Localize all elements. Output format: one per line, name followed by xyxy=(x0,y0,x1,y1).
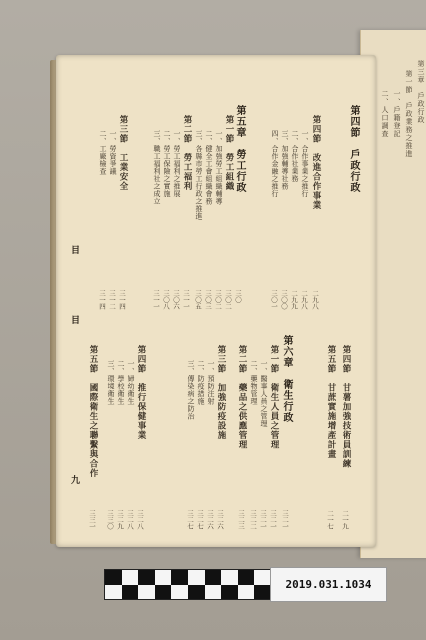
chapter-title: 第六章 衛生行政 xyxy=(281,335,292,423)
page-number: 三〇 xyxy=(234,290,242,303)
section-title: 第一節 衛生人員之管理 xyxy=(269,345,279,450)
toc-item: 三、傳染病之防治 xyxy=(187,360,195,420)
calibration-cell xyxy=(254,585,271,600)
page-number: 二九九 xyxy=(290,290,298,310)
page-number: 三二八 xyxy=(126,510,134,530)
lower-band xyxy=(56,315,376,535)
toc-item: 一、合作事業之推行 xyxy=(301,130,309,198)
section-title: 第四節 推行保健事業 xyxy=(136,345,146,440)
section-title: 第四節 改進合作事業 xyxy=(311,115,321,210)
calibration-cell xyxy=(155,570,172,585)
toc-item: 二、防疫措施 xyxy=(197,360,205,405)
calibration-cell xyxy=(122,570,139,585)
calibration-cell xyxy=(105,585,122,600)
page-number: 三〇五 xyxy=(194,290,202,310)
page-number: 三二六 xyxy=(216,510,224,530)
calibration-cell xyxy=(188,570,205,585)
calibration-row-top xyxy=(105,570,271,585)
section-title: 第五節 甘蔗實施增產計畫 xyxy=(326,345,336,459)
section-title: 第四節 甘薯加強技術員訓練 xyxy=(341,345,351,469)
toc-item: 一、醫事人員之管理 xyxy=(260,360,268,428)
calibration-cell xyxy=(238,585,255,600)
toc-item: 三、環境衛生 xyxy=(107,360,115,405)
page-number: 三二七 xyxy=(186,510,194,530)
toc-page xyxy=(56,55,376,547)
section-title: 第三節 工業安全 xyxy=(118,115,128,191)
toc-item: 一、婦幼衛生 xyxy=(127,360,135,405)
page-number: 二九八 xyxy=(300,290,308,310)
right-page-line: 二、人口調查 xyxy=(381,90,389,138)
right-page-line: 第三章 戶政行政 xyxy=(417,60,425,124)
page-number: 三一四 xyxy=(98,290,106,310)
page-number: 三一一 xyxy=(152,290,160,310)
page-number: 三二一 xyxy=(281,510,289,530)
page-number: 二一七 xyxy=(326,510,334,530)
page-number: 三三〇 xyxy=(106,510,114,530)
page-number: 三二一 xyxy=(259,510,267,530)
toc-item: 二、合作社業務 xyxy=(291,130,299,183)
section-title: 第五節 國際衛生之聯繫與合作 xyxy=(88,345,98,478)
accession-number-label: 2019.031.1034 xyxy=(270,567,387,602)
section-title: 第三節 加強防疫設施 xyxy=(216,345,226,440)
color-calibration-bar xyxy=(104,569,272,600)
toc-item: 二、學校衛生 xyxy=(117,360,125,405)
page-number: 三二三 xyxy=(237,510,245,530)
calibration-cell xyxy=(221,585,238,600)
calibration-cell xyxy=(205,570,222,585)
page-number: 三一一 xyxy=(182,290,190,310)
folio-label: 目 xyxy=(69,315,79,324)
calibration-cell xyxy=(171,585,188,600)
toc-item: 二、健全工會組織會務 xyxy=(205,130,213,205)
page-number: 三二八 xyxy=(136,510,144,530)
page-number: 三二一 xyxy=(269,510,277,530)
page-number: 三二二 xyxy=(249,510,257,530)
chapter-title: 第五章 勞工行政 xyxy=(234,105,245,193)
calibration-cell xyxy=(254,570,271,585)
calibration-cell xyxy=(171,570,188,585)
page-number: 二九八 xyxy=(311,290,319,310)
page-number: 三二九 xyxy=(116,510,124,530)
upper-band xyxy=(56,75,376,315)
page-number: 三〇三 xyxy=(204,290,212,310)
page-number: 三一二 xyxy=(108,290,116,310)
toc-item: 一、勞資爭議 xyxy=(109,130,117,175)
calibration-cell xyxy=(105,570,122,585)
right-page-line: 第一節 戶政業務之推進 xyxy=(405,70,413,158)
section-title: 第二節 藥品之供應管理 xyxy=(237,345,247,450)
toc-item: 三、加強輔導社務 xyxy=(281,130,289,190)
calibration-cell xyxy=(138,570,155,585)
toc-item: 四、合作金融之推行 xyxy=(271,130,279,198)
calibration-cell xyxy=(122,585,139,600)
calibration-cell xyxy=(155,585,172,600)
toc-item: 一、加強勞工組織輔導 xyxy=(215,130,223,205)
page-number: 三〇二 xyxy=(224,290,232,310)
toc-item: 三、各縣市勞工行政之推進 xyxy=(195,130,203,220)
chapter-title: 第四節 戶政行政 xyxy=(348,105,359,193)
toc-item: 一、勞工福利之推展 xyxy=(173,130,181,198)
page-number: 三三一 xyxy=(88,510,96,530)
page-number: 三〇〇 xyxy=(280,290,288,310)
toc-item: 一、預防注射 xyxy=(207,360,215,405)
page-number: 三〇八 xyxy=(162,290,170,310)
folio-number: 九 xyxy=(69,475,79,484)
toc-item: 三、職工福利社之成立 xyxy=(153,130,161,205)
calibration-cell xyxy=(205,585,222,600)
calibration-cell xyxy=(188,585,205,600)
folio-label: 目 xyxy=(69,245,79,254)
page-number: 三〇六 xyxy=(172,290,180,310)
toc-item: 二、藥物管理 xyxy=(250,360,258,405)
calibration-cell xyxy=(138,585,155,600)
section-title: 第二節 勞工福利 xyxy=(182,115,192,191)
toc-item: 二、工廠檢查 xyxy=(99,130,107,175)
page-number: 三一四 xyxy=(118,290,126,310)
toc-item: 二、勞工保險之實施 xyxy=(163,130,171,198)
page-number: 三〇一 xyxy=(270,290,278,310)
page-number: 二一九 xyxy=(341,510,349,530)
calibration-row-bottom xyxy=(105,585,271,600)
page-number: 三〇二 xyxy=(214,290,222,310)
page-number: 三二六 xyxy=(206,510,214,530)
calibration-cell xyxy=(238,570,255,585)
calibration-cell xyxy=(221,570,238,585)
page-number: 三二七 xyxy=(196,510,204,530)
section-title: 第一節 勞工組織 xyxy=(224,115,234,191)
right-page-line: 一、戶籍登記 xyxy=(393,90,401,138)
